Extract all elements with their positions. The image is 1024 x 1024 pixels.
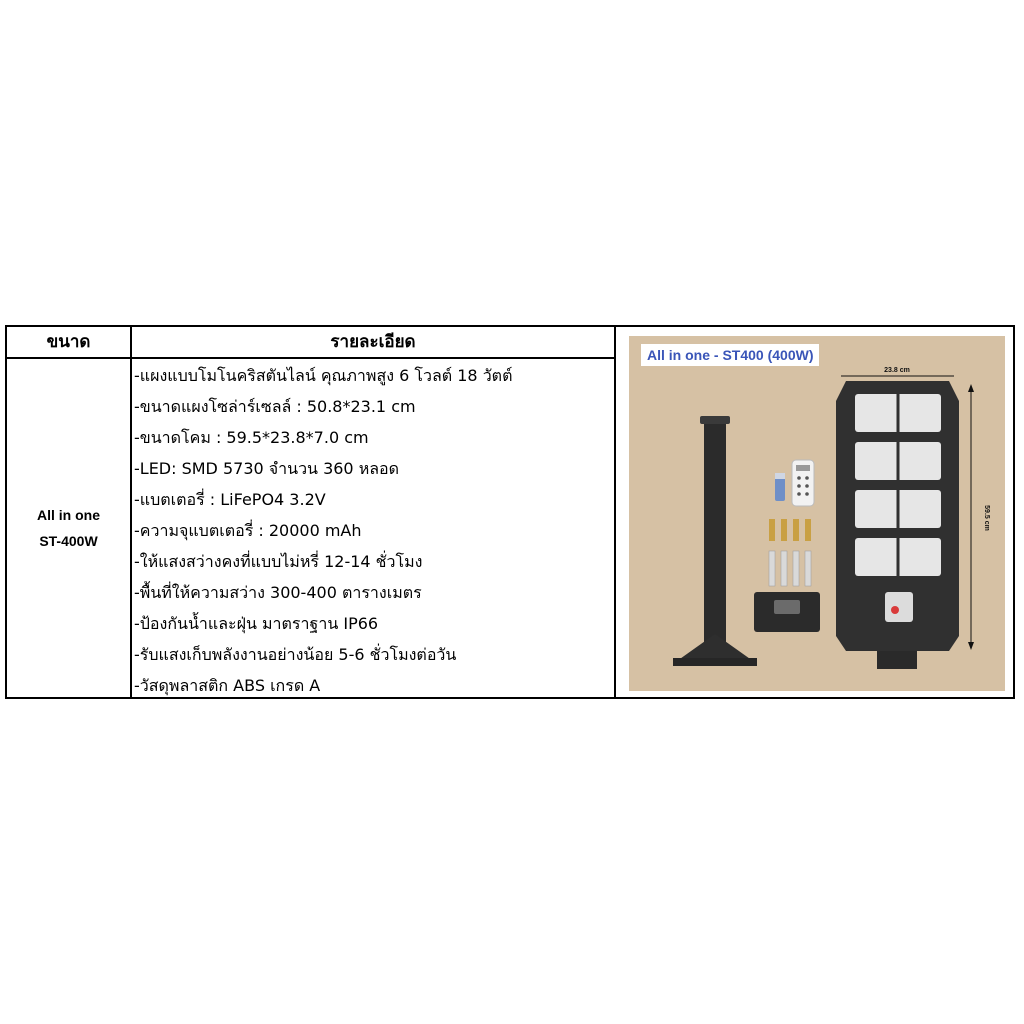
detail-item: -พื้นที่ให้ความสว่าง 300-400 ตารางเมตร	[134, 583, 422, 602]
detail-item: -ความจุแบตเตอรี่ : 20000 mAh	[134, 521, 362, 540]
model-cell	[7, 359, 130, 697]
detail-item: -ขนาดแผงโซล่าร์เซลล์ : 50.8*23.1 cm	[134, 397, 416, 416]
mounting-pole-icon	[673, 416, 757, 666]
screws-icon	[769, 519, 811, 541]
product-photo	[629, 336, 1005, 691]
height-dimension-label: 59.5 cm	[983, 505, 990, 531]
column-divider	[130, 327, 132, 697]
detail-item: -LED: SMD 5730 จำนวน 360 หลอด	[134, 459, 400, 478]
remote-control-icon	[792, 460, 814, 506]
detail-item: -ป้องกันน้ำและฝุ่น มาตราฐาน IP66	[134, 614, 379, 633]
model-line-2: ST-400W	[39, 533, 98, 549]
detail-item: -แบตเตอรี่ : LiFePO4 3.2V	[134, 490, 326, 509]
detail-item: -แผงแบบโมโนคริสตันไลน์ คุณภาพสูง 6 โวลต์ 18 วัตต์	[134, 366, 513, 385]
column-divider	[614, 327, 616, 697]
spec-table	[5, 325, 1015, 699]
width-dimension-label: 23.8 cm	[884, 367, 910, 374]
detail-item: -ขนาดโคม : 59.5*23.8*7.0 cm	[134, 428, 369, 447]
product-illustration	[629, 336, 1005, 691]
mounting-bracket-icon	[754, 592, 820, 632]
header-details: รายละเอียด	[330, 332, 416, 352]
model-line-1: All in one	[37, 507, 100, 523]
detail-item: -รับแสงเก็บพลังงานอย่างน้อย 5-6 ชั่วโมงต่อวัน	[134, 645, 457, 664]
detail-item: -ให้แสงสว่างคงที่แบบไม่หรี่ 12-14 ชั่วโมง	[134, 552, 423, 571]
header-size: ขนาด	[46, 332, 91, 352]
anchor-bolts-icon	[769, 551, 811, 586]
detail-item: -วัสดุพลาสติก ABS เกรด A	[134, 676, 321, 695]
details-list	[134, 360, 614, 701]
battery-icon	[775, 473, 785, 501]
photo-title: All in one - ST400 (400W)	[641, 344, 819, 366]
solar-street-light-icon	[836, 381, 959, 669]
